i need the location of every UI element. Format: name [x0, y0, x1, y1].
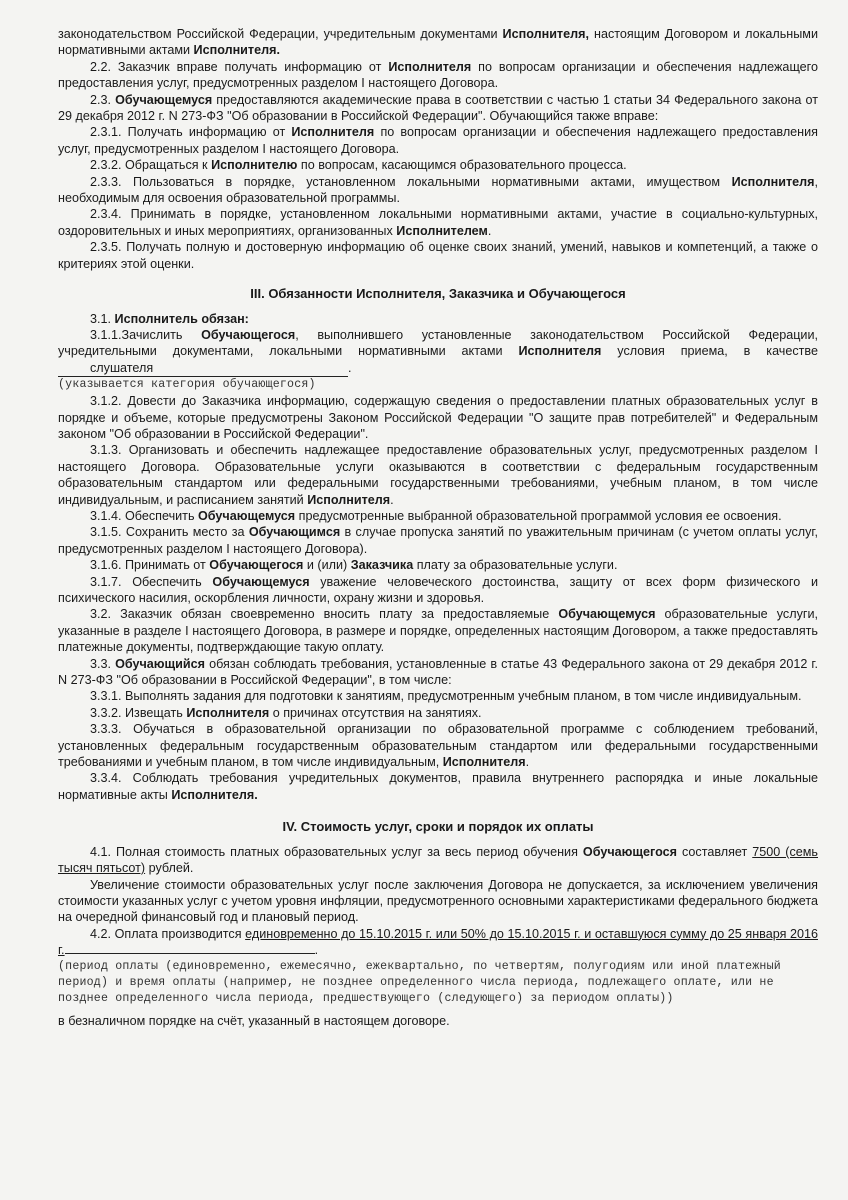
- text: .: [525, 755, 530, 770]
- text: 3.1.3. Организовать и обеспечить надлежащее предоставление образовательных услуг, предусмотренных разделом I настоящего Договора. Образовательные услуги оказываются в соответствии с федеральным государственным образовательным стандартом или федеральными государственными требованиями, учебным планом, в том числе индивидуальным, и расписанием занятий: [58, 443, 818, 507]
- clause-3-3-4: [58, 770, 818, 803]
- bold-text: Исполнителя: [518, 344, 602, 359]
- bold-text: Обучающимся: [248, 525, 341, 540]
- clause-4-1-note: [58, 877, 818, 926]
- text: 3.2. Заказчик обязан своевременно вносить плату за предоставляемые: [90, 607, 559, 622]
- text: составляет: [676, 844, 753, 859]
- payment-terms-value: единовременно до 15.10.2015 г. или 50% до 15.10.2015 г. и оставшуюся сумму до 25 января 2016 г.: [58, 926, 818, 958]
- text: 2.3.1. Получать информацию от: [90, 125, 292, 140]
- text: 2.3.4. Принимать в порядке, установленном локальными нормативными актами, участие в социально-культурных, оздоровительных и иных мероприятиях, организованных: [58, 207, 818, 238]
- bold-text: Обучающегося: [209, 558, 304, 573]
- bold-text: Исполнителя: [291, 125, 375, 140]
- bold-text: Обучающемуся: [212, 574, 310, 589]
- bold-text: Исполнитель обязан:: [114, 311, 249, 326]
- clause-4-2-end: [58, 1013, 818, 1029]
- text: 3.1.5. Сохранить место за: [90, 525, 249, 540]
- text: о причинах отсутствия на занятиях.: [269, 705, 482, 720]
- text: и (или): [303, 558, 351, 573]
- text: , необходимым для освоения образовательной программы.: [58, 174, 818, 206]
- clause-3-1: [58, 311, 818, 327]
- bold-text: Исполнителем: [396, 223, 488, 238]
- clause-2-3-1: [58, 124, 818, 157]
- text: рублей.: [145, 861, 194, 876]
- text: 2.3.3. Пользоваться в порядке, установленном локальными нормативными актами, имуществом: [90, 174, 732, 189]
- text: плату за образовательные услуги.: [413, 558, 618, 573]
- bold-text: Исполнителю: [211, 158, 298, 173]
- text: в случае пропуска занятий по уважительным причинам (с учетом оплаты услуг, предусмотренных разделом I настоящего Договора).: [58, 525, 818, 556]
- bold-text: Обучающегося: [201, 327, 296, 342]
- text: 3.3.3. Обучаться в образовательной организации по образовательной программе с соблюдением требований, установленных федеральным государственным образовательным стандартом или федеральными государственными требованиями и учебным планом, в том числе индивидуальным,: [58, 722, 818, 770]
- text: .: [487, 223, 492, 238]
- text: Увеличение стоимости образовательных услуг после заключения Договора не допускается, за исключением увеличения стоимости указанных услуг с учетом уровня инфляции, предусмотренного основными характеристиками федерального бюджета на очередной финансовый год и плановый период.: [58, 877, 818, 925]
- filled-blank: [58, 360, 348, 377]
- bold-text: Исполнителя: [731, 174, 815, 189]
- text: 4.2. Оплата производится: [90, 926, 246, 941]
- clause-2-3: [58, 92, 818, 125]
- clause-3-3-3: [58, 721, 818, 770]
- clause-3-1-5: [58, 524, 818, 557]
- bold-text: Обучающемуся: [558, 607, 656, 622]
- clause-2-3-2: [58, 157, 818, 173]
- clause-3-1-1: [58, 327, 818, 377]
- bold-text: Обучающийся: [115, 656, 206, 671]
- bold-text: Заказчика: [350, 558, 414, 573]
- clause-3-3-2: [58, 705, 818, 721]
- bold-text: Исполнителя,: [502, 27, 589, 41]
- bold-text: Обучающегося: [582, 844, 677, 859]
- text: 4.1. Полная стоимость платных образовательных услуг за весь период обучения: [90, 844, 583, 859]
- hint-payment-period: (период оплаты (единовременно, ежемесячно, ежеквартально, по четвертям, полугодиям или иной платежный период) и время оплаты (например, не позднее определенного числа периода, подлежащего оплате, или не позднее определенного числа периода, предшествующего (следующего) за периодом оплаты)): [58, 959, 781, 1005]
- hint-category: (указывается категория обучающегося): [58, 378, 316, 392]
- text: 3.3.: [90, 656, 116, 671]
- blank-line: [65, 953, 315, 954]
- text: 3.1.6. Принимать от: [90, 558, 210, 573]
- text: .: [314, 943, 319, 958]
- text: образовательные услуги, указанные в разделе I настоящего Договора, в размере и порядке, определенных настоящим Договором, а также предоставлять платежные документы, подтверждающие такую оплату.: [58, 607, 818, 655]
- text: настоящим Договором и локальными нормативными актами: [58, 27, 818, 58]
- bold-text: Исполнителя: [442, 755, 526, 770]
- text: 3.3.1. Выполнять задания для подготовки к занятиям, предусмотренным учебным планом, в том числе индивидуальным.: [90, 689, 802, 704]
- text: предоставляются академические права в соответствии с частью 1 статьи 34 Федерального закона от 29 декабря 2012 г. N 273-ФЗ "Об образовании в Российской Федерации". Обучающийся также вправе:: [58, 92, 818, 124]
- bold-text: Исполнителя.: [171, 787, 258, 802]
- clause-3-3-1: [58, 688, 818, 704]
- text: 2.2. Заказчик вправе получать информацию от: [90, 59, 389, 74]
- text: по вопросам организации и обеспечения надлежащего предоставления услуг, предусмотренных разделом I настоящего Договора.: [58, 125, 818, 156]
- clause-3-1-6: [58, 557, 818, 573]
- text: 3.1.1.Зачислить: [90, 327, 202, 342]
- text: 3.3.4. Соблюдать требования учредительных документов, правила внутреннего распорядка и иные локальные нормативные акты: [58, 771, 818, 802]
- text: 3.3.2. Извещать: [90, 705, 187, 720]
- clause-3-1-3: [58, 442, 818, 508]
- text: в безналичном порядке на счёт, указанный в настоящем договоре.: [58, 1013, 450, 1028]
- clause-2-3-4: [58, 206, 818, 239]
- section-heading-3: III. Обязанности Исполнителя, Заказчика и Обучающегося: [250, 286, 626, 302]
- clause-3-1-4: [58, 508, 818, 524]
- text: 2.3.: [90, 92, 116, 107]
- clause-3-1-7: [58, 574, 818, 607]
- text: по вопросам, касающимся образовательного процесса.: [297, 158, 627, 173]
- clause-4-1: [58, 844, 818, 877]
- text: 2.3.5. Получать полную и достоверную информацию об оценке своих знаний, умений, навыков и компетенций, а также о критериях этой оценки.: [58, 240, 818, 271]
- bold-text: Обучающемуся: [198, 508, 296, 523]
- text: уважение человеческого достоинства, защиту от всех форм физического и психического насилия, оскорбления личности, охрану жизни и здоровья.: [58, 574, 818, 605]
- text: обязан соблюдать требования, установленные в статье 43 Федерального закона от 29 декабря 2012 г. N 273-ФЗ "Об образовании в Российской Федерации", в том числе:: [58, 656, 818, 688]
- text: 2.3.2. Обращаться к: [90, 158, 212, 173]
- text: 3.1.: [90, 311, 115, 326]
- clause-3-2: [58, 606, 818, 655]
- clause-2-3-3: [58, 174, 818, 207]
- text: , выполнившего установленные законодательством Российской Федерации, учредительными документами, локальными нормативными актами: [58, 327, 818, 359]
- bold-text: Исполнителя: [186, 705, 270, 720]
- clause-3-1-2: [58, 393, 818, 442]
- text: предусмотренные выбранной образовательной программой условия ее освоения.: [295, 508, 782, 523]
- clause-4-2: [58, 926, 818, 959]
- text: по вопросам организации и обеспечения надлежащего предоставления услуг, предусмотренных разделом I настоящего Договора.: [58, 59, 818, 91]
- text: 3.1.7. Обеспечить: [90, 574, 213, 589]
- text: .: [390, 492, 394, 507]
- filled-value: слушателя: [90, 360, 154, 375]
- text: 3.1.2. Довести до Заказчика информацию, содержащую сведения о предоставлении платных образовательных услуг в порядке и объеме, которые предусмотрены Законом Российской Федерации "О защите прав потребителей" и Федеральным законом "Об образовании в Российской Федерации".: [58, 394, 818, 441]
- price-value: 7500 (семь тысяч пятьсот): [58, 844, 818, 876]
- text: .: [348, 360, 352, 375]
- paragraph-top: [58, 26, 818, 59]
- bold-text: Исполнителя: [388, 59, 472, 74]
- clause-3-3: [58, 656, 818, 689]
- clause-2-2: [58, 59, 818, 92]
- bold-text: Обучающемуся: [115, 92, 213, 107]
- text: законодательством Российской Федерации, учредительным документами: [58, 27, 503, 41]
- bold-text: Исполнителя: [307, 492, 391, 507]
- clause-2-3-5: [58, 239, 818, 272]
- text: условия приема, в качестве: [601, 344, 818, 359]
- bold-text: Исполнителя.: [193, 43, 280, 58]
- text: 3.1.4. Обеспечить: [90, 508, 199, 523]
- section-heading-4: IV. Стоимость услуг, сроки и порядок их оплаты: [282, 819, 594, 835]
